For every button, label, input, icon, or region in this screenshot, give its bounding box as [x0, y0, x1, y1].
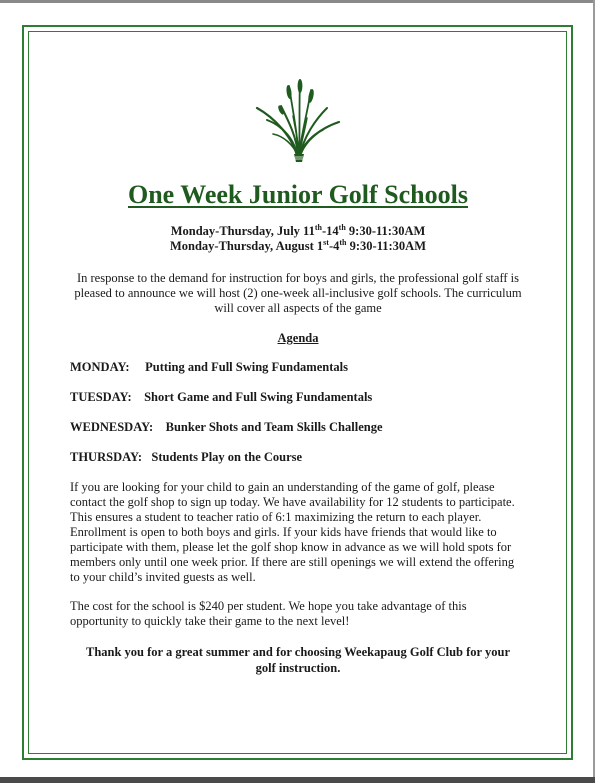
- bottom-edge-shadow: [0, 777, 595, 783]
- session-dates: [70, 224, 526, 254]
- agenda-item-monday: MONDAY: Putting and Full Swing Fundamentals: [70, 360, 348, 374]
- agenda-item-thursday: THURSDAY: Students Play on the Course: [70, 450, 303, 464]
- agenda-item-wednesday: WEDNESDAY: Bunker Shots and Team Skills Challenge: [70, 420, 383, 434]
- cost-paragraph: The cost for the school is $240 per student. We hope you take advantage of this opportunity to quickly take their game to the next level!: [70, 599, 467, 628]
- enrollment-paragraph: If you are looking for your child to gain an understanding of the game of golf, please contact the golf shop to sign up today. We have availability for 12 students to participate. This ensures a student to teacher ratio of 6:1 maximizing the return to each player. Enrollment is open to both boys and girls. If your kids have friends that would like to participate with them, please let the golf shop know in advance as we will hold spots for members only until one week prior. If there are still openings we will extend the offering to your child’s invited guests as well.: [70, 480, 515, 584]
- session-date-line: Monday-Thursday, August 1st-4th 9:30-11:30AM: [169, 237, 426, 253]
- agenda-heading: Agenda: [277, 331, 319, 345]
- intro-paragraph: In response to the demand for instruction for boys and girls, the professional golf staff is pleased to announce we will host (2) one-week all-inclusive golf schools. The curriculum will cover all aspects of the game: [74, 271, 522, 315]
- thank-you-note: Thank you for a great summer and for choosing Weekapaug Golf Club for your golf instruction.: [85, 645, 510, 675]
- grass-cattail-icon: [253, 78, 343, 162]
- flyer-content: [70, 78, 526, 676]
- page-title: One Week Junior Golf Schools: [128, 180, 468, 209]
- top-edge-shadow: [0, 0, 595, 3]
- session-date-line: Monday-Thursday, July 11th-14th 9:30-11:30AM: [170, 222, 426, 238]
- agenda-item-tuesday: TUESDAY: Short Game and Full Swing Fundamentals: [70, 390, 373, 404]
